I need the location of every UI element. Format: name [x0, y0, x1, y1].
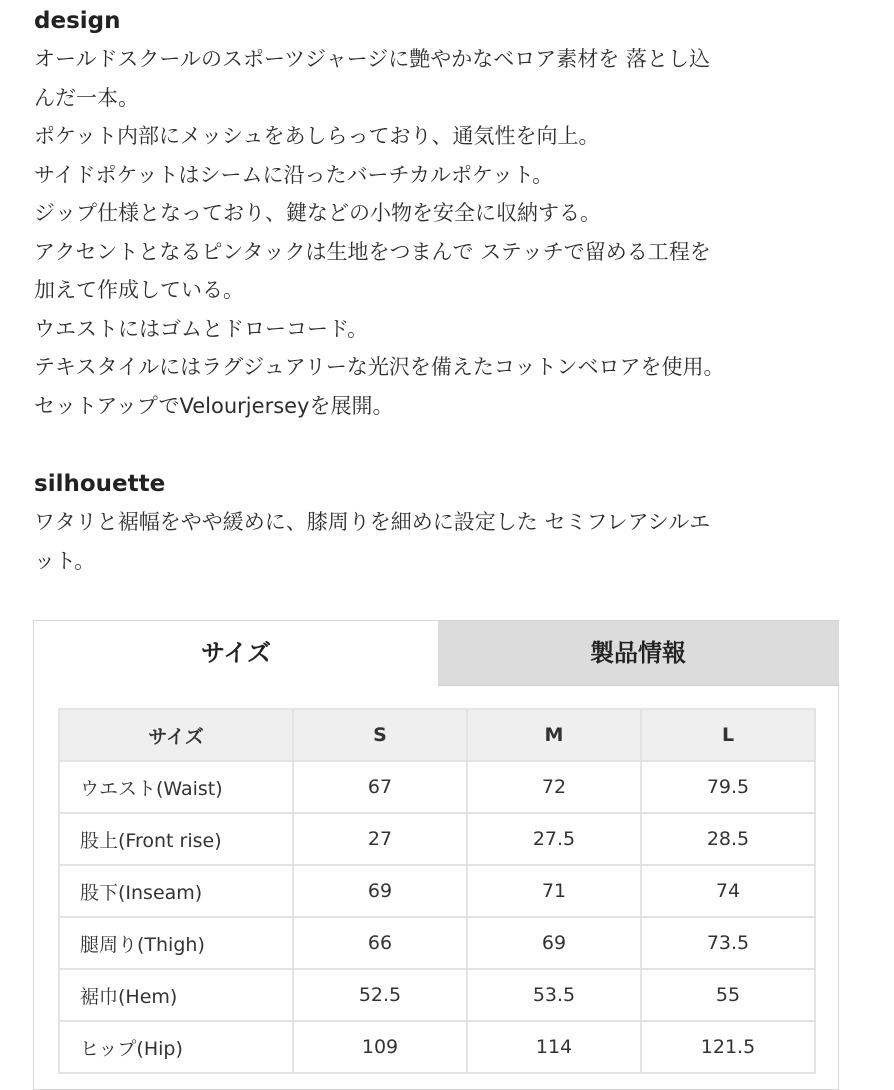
- cell-value: 28.5: [641, 813, 815, 865]
- table-header-row: [59, 709, 815, 761]
- design-section: [34, 2, 854, 425]
- table-row: [59, 865, 815, 917]
- design-text-line: ジップ仕様となっており、鍵などの小物を安全に収納する。: [34, 201, 601, 225]
- cell-value: 79.5: [641, 761, 815, 813]
- size-info-panel: [33, 620, 839, 1090]
- cell-value: 109: [293, 1021, 467, 1073]
- design-text-line: オールドスクールのスポーツジャージに艶やかなベロア素材を 落とし込: [34, 47, 710, 71]
- cell-value: 53.5: [467, 969, 641, 1021]
- header-s: S: [293, 709, 467, 761]
- table-row: [59, 917, 815, 969]
- cell-value: 55: [641, 969, 815, 1021]
- design-text-line: 加えて作成している。: [34, 278, 244, 302]
- cell-value: 27.5: [467, 813, 641, 865]
- design-text-line: テキスタイルにはラグジュアリーな光沢を備えたコットンベロアを使用。: [34, 355, 725, 379]
- table-row: [59, 969, 815, 1021]
- silhouette-text-line: ワタリと裾幅をやや緩めに、膝周りを細めに設定した セミフレアシルエ: [34, 510, 711, 534]
- cell-value: 67: [293, 761, 467, 813]
- design-text-line: アクセントとなるピンタックは生地をつまんで ステッチで留める工程を: [34, 239, 711, 264]
- cell-value: 69: [293, 865, 467, 917]
- cell-value: 73.5: [641, 917, 815, 969]
- row-label: 股下(Inseam): [59, 865, 293, 917]
- table-row: [59, 761, 815, 813]
- design-heading: design: [34, 8, 121, 34]
- design-text-line: ポケット内部にメッシュをあしらっており、通気性を向上。: [34, 124, 600, 148]
- tab-size[interactable]: サイズ: [34, 621, 438, 686]
- row-label: ウエスト(Waist): [59, 761, 293, 813]
- table-row: [59, 813, 815, 865]
- design-text-line: んだ一本。: [34, 85, 139, 110]
- tab-product-info[interactable]: 製品情報: [438, 621, 838, 686]
- cell-value: 66: [293, 917, 467, 969]
- tab-bar: [34, 621, 838, 686]
- design-text-line: ウエストにはゴムとドローコード。: [34, 316, 369, 341]
- silhouette-heading: silhouette: [34, 471, 166, 497]
- cell-value: 27: [293, 813, 467, 865]
- table-row: [59, 1021, 815, 1073]
- header-l: L: [641, 709, 815, 761]
- design-text-line: サイドポケットはシームに沿ったバーチカルポケット。: [34, 162, 554, 187]
- size-table: [58, 708, 816, 1074]
- cell-value: 71: [467, 865, 641, 917]
- header-m: M: [467, 709, 641, 761]
- silhouette-text-line: ット。: [34, 548, 96, 573]
- row-label: 股上(Front rise): [59, 813, 293, 865]
- design-text-line: セットアップでVelourjerseyを展開。: [34, 393, 394, 418]
- cell-value: 52.5: [293, 969, 467, 1021]
- cell-value: 72: [467, 761, 641, 813]
- row-label: ヒップ(Hip): [59, 1021, 293, 1073]
- row-label: 腿周り(Thigh): [59, 917, 293, 969]
- row-label: 裾巾(Hem): [59, 969, 293, 1021]
- cell-value: 114: [467, 1021, 641, 1073]
- header-size: サイズ: [59, 709, 293, 761]
- silhouette-section: [34, 465, 854, 580]
- cell-value: 69: [467, 917, 641, 969]
- cell-value: 74: [641, 865, 815, 917]
- cell-value: 121.5: [641, 1021, 815, 1073]
